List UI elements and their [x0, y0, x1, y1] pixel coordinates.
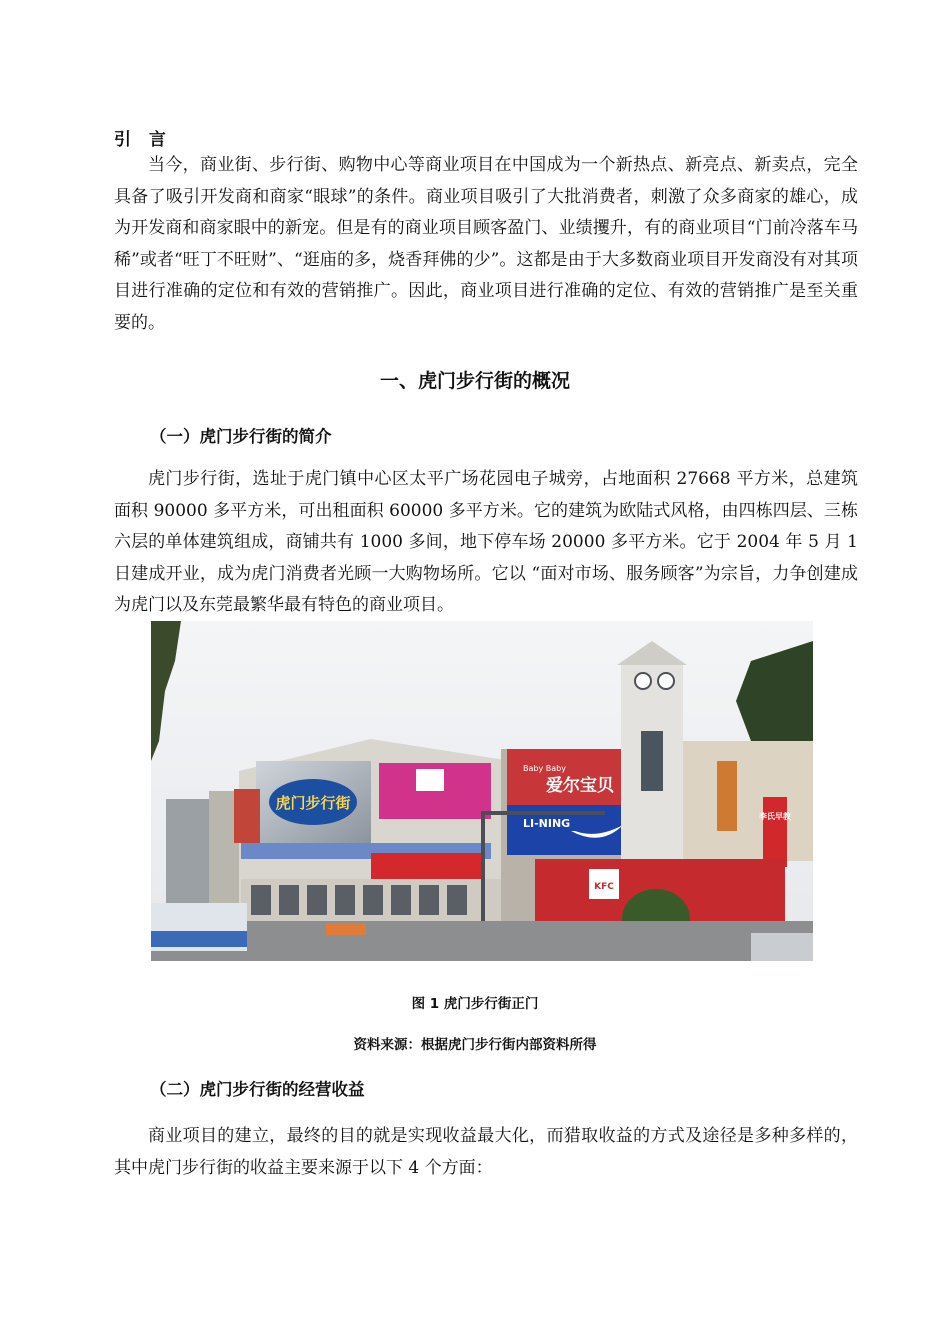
clock-face	[635, 673, 651, 689]
subsection-title-intro: （一）虎门步行街的简介	[150, 427, 332, 446]
subsection-paragraph-revenue: 商业项目的建立，最终的目的就是实现收益最大化，而猎取收益的方式及途径是多种多样的，其中虎门步行街的收益主要来源于以下 4 个方面：	[114, 1126, 858, 1178]
baby-brand-text: 爱尔宝贝	[546, 776, 614, 796]
pink-billboard-logo	[416, 769, 444, 791]
red-side-sign	[234, 789, 260, 843]
right-sign-text: 李氏早教	[759, 812, 791, 821]
figure-source: 资料来源：根据虎门步行街内部资料所得	[353, 1037, 597, 1053]
car	[751, 933, 813, 961]
orange-vertical-sign	[717, 761, 737, 831]
figure-caption: 图 1 虎门步行街正门	[411, 996, 539, 1012]
intro-paragraph: 当今，商业街、步行街、购物中心等商业项目在中国成为一个新热点、新亮点、新卖点，完全具备了吸引开发商和商家“眼球”的条件。商业项目吸引了大批消费者，刺激了众多商家的雄心，成为开发商和商家眼中的新宠。但是有的商业项目顾客盈门、业绩攫升，有的商业项目“门前冷落车马稀”或者“旺丁不旺财”、“逛庙的多，烧香拜佛的少”。这都是由于大多数商业项目开发商没有对其项目进行准确的定位和有效的营销推广。因此，商业项目进行准确的定位、有效的营销推广是至关重要的。	[114, 155, 858, 333]
main-sign-text: 虎门步行街	[275, 794, 351, 812]
subsection-title-revenue: （二）虎门步行街的经营收益	[150, 1080, 365, 1099]
right-vertical-sign	[763, 797, 787, 867]
subsection-paragraph-intro: 虎门步行街，选址于虎门镇中心区太平广场花园电子城旁，占地面积 27668 平方米，总建筑面积 90000 多平方米，可出租面积 60000 多平方米。它的建筑为欧陆式风格，由四栋四层、三栋六层的单体建筑组成，商铺共有 1000 多间，地下停车场 20000 多平方米。它于 2004 年 5 月 1 日建成开业，成为虎门消费者光顾一大购物场所。它以 “面对市场、服务顾客”为宗旨，力争创建成为虎门以及东莞最繁华最有特色的商业项目。	[114, 469, 858, 616]
small-baby-sign	[371, 853, 481, 879]
umbrella	[326, 923, 366, 935]
kfc-text: KFC	[594, 882, 614, 892]
baby-brand-en: Baby Baby	[523, 764, 566, 773]
section-title: 一、虎门步行街的概况	[379, 370, 570, 392]
street-entrance-photo	[151, 621, 813, 961]
intro-heading: 引 言	[114, 130, 172, 150]
lining-text: LI-NING	[523, 817, 571, 830]
